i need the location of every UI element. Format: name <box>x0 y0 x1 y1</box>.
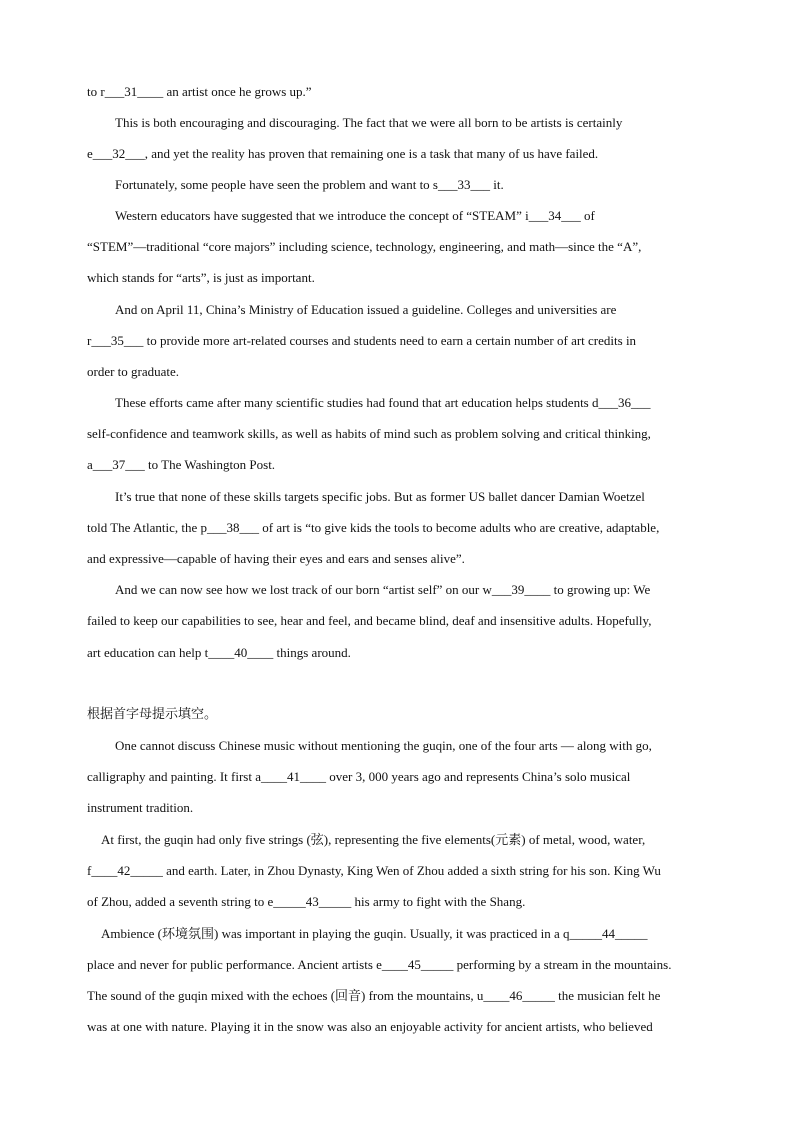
section2-p2-line1: At first, the guqin had only five strings (弦), representing the five elements(元素) of metal, wood, water, <box>101 832 646 847</box>
passage1-p4-line1: Western educators have suggested that we introduce the concept of “STEAM” i___34___ of <box>115 208 595 223</box>
passage1-p6-line2: self-confidence and teamwork skills, as well as habits of mind such as problem solving and critical thinking, <box>87 426 651 441</box>
section2-p1-line3: instrument tradition. <box>87 800 194 815</box>
section2-p1-line2: calligraphy and painting. It first a____41____ over 3, 000 years ago and represents China’s solo musical <box>87 769 631 784</box>
passage1-p7-line2: told The Atlantic, the p___38___ of art is “to give kids the tools to become adults who are creative, adaptable, <box>87 520 660 535</box>
passage1-p3-line1: Fortunately, some people have seen the problem and want to s___33___ it. <box>115 177 504 192</box>
section2-p2-line2: f____42_____ and earth. Later, in Zhou Dynasty, King Wen of Zhou added a sixth string for his son. King Wu <box>87 863 661 878</box>
passage1-p5-line3: order to graduate. <box>87 364 180 379</box>
passage1-p8-line1: And we can now see how we lost track of our born “artist self” on our w___39____ to growing up: We <box>115 582 651 597</box>
section2-p3-line3: The sound of the guqin mixed with the echoes (回音) from the mountains, u____46_____ the musician felt he <box>87 988 661 1003</box>
passage1-p7-line1: It’s true that none of these skills targets specific jobs. But as former US ballet dancer Damian Woetzel <box>115 489 645 504</box>
passage1-p6-line3: a___37___ to The Washington Post. <box>87 457 276 472</box>
section2-p3-line1: Ambience (环境氛围) was important in playing the guqin. Usually, it was practiced in a q_____44_____ <box>101 926 648 941</box>
passage1-p8-line3: art education can help t____40____ things around. <box>87 645 351 660</box>
section2-p2-line3: of Zhou, added a seventh string to e_____43_____ his army to fight with the Shang. <box>87 894 526 909</box>
section2-p1-line1: One cannot discuss Chinese music without mentioning the guqin, one of the four arts — along with go, <box>115 738 652 753</box>
passage1-p1-line1: to r___31____ an artist once he grows up.” <box>87 84 312 99</box>
section2-heading: 根据首字母提示填空。 <box>87 707 218 722</box>
passage1-p6-line1: These efforts came after many scientific studies had found that art education helps students d___36___ <box>115 395 651 410</box>
section2-p3-line2: place and never for public performance. Ancient artists e____45_____ performing by a stream in the mountains. <box>87 957 672 972</box>
passage1-p2-line1: This is both encouraging and discouraging. The fact that we were all born to be artists is certainly <box>115 115 623 130</box>
section2-p3-line4: was at one with nature. Playing it in the snow was also an enjoyable activity for ancient artists, who believed <box>87 1019 653 1034</box>
passage1-p5-line2: r___35___ to provide more art-related courses and students need to earn a certain number of art credits in <box>87 333 637 348</box>
passage1-p4-line2: “STEM”—traditional “core majors” including science, technology, engineering, and math—since the “A”, <box>87 239 642 254</box>
passage1-p2-line2: e___32___, and yet the reality has proven that remaining one is a task that many of us have failed. <box>87 146 599 161</box>
passage1-p7-line3: and expressive—capable of having their eyes and ears and senses alive”. <box>87 551 465 566</box>
passage1-p5-line1: And on April 11, China’s Ministry of Education issued a guideline. Colleges and universities are <box>115 302 617 317</box>
passage1-p4-line3: which stands for “arts”, is just as important. <box>87 270 315 285</box>
passage1-p8-line2: failed to keep our capabilities to see, hear and feel, and became blind, deaf and insensitive adults. Hopefully, <box>87 613 652 628</box>
